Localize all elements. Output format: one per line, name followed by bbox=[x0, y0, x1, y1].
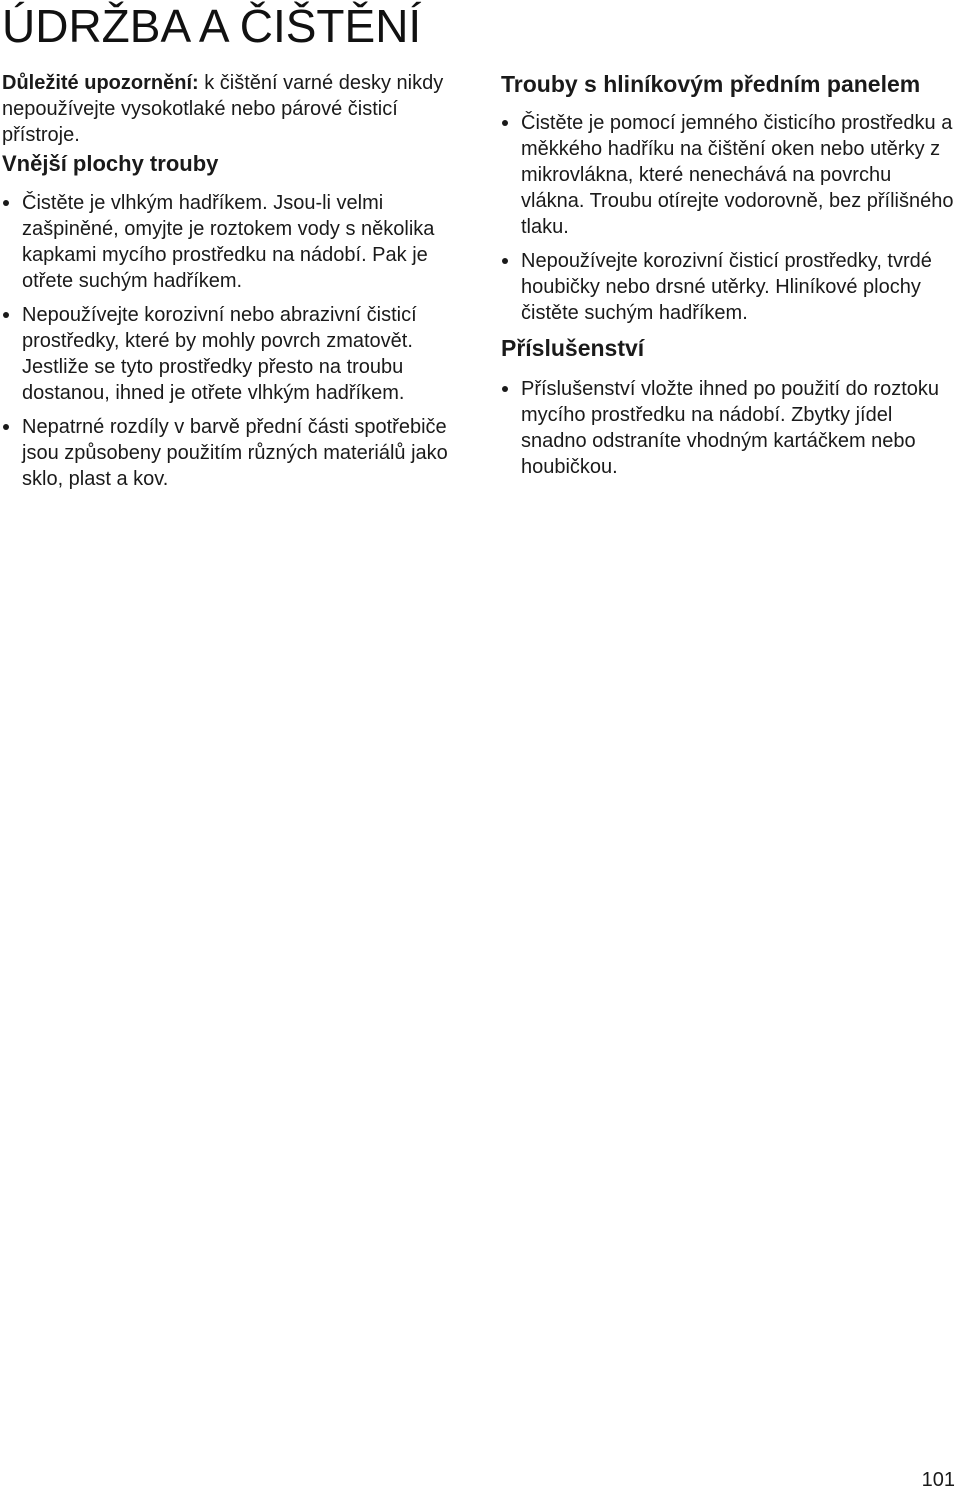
important-notice bbox=[2, 70, 472, 148]
left-column bbox=[2, 70, 472, 500]
right-column bbox=[501, 70, 956, 488]
page-title: ÚDRŽBA A ČIŠTĚNÍ bbox=[2, 0, 422, 52]
page-number: 101 bbox=[921, 1469, 955, 1491]
list-item: Čistěte je vlhkým hadříkem. Jsou-li velmi zašpiněné, omyjte je roztokem vody s několika kapkami mycího prostředku na nádobí. Pak je otřete suchým hadříkem. bbox=[2, 190, 472, 294]
notice-text: k čištění varné desky nikdy nepoužívejte vysokotlaké nebo párové čisticí přístroje. bbox=[2, 72, 444, 146]
section-heading-aluminium-panel: Trouby s hliníkovým předním panelem bbox=[501, 71, 921, 97]
list-item: Čistěte je pomocí jemného čisticího prostředku a měkkého hadříku na čištění oken nebo utěrky z mikrovlákna, které nenechává na povrchu vlákna. Troubu otírejte vodorovně, bez přílišného tlaku. bbox=[501, 110, 956, 240]
list-item: Nepoužívejte korozivní nebo abrazivní čisticí prostředky, které by mohly povrch zmatovět. Jestliže se tyto prostředky přesto na troubu dostanou, ihned je otřete vlhkým hadříkem. bbox=[2, 302, 472, 406]
list-item: Nepoužívejte korozivní čisticí prostředky, tvrdé houbičky nebo drsné utěrky. Hliníkové plochy čistěte suchým hadříkem. bbox=[501, 248, 956, 326]
section-heading-accessories: Příslušenství bbox=[501, 335, 645, 361]
notice-label: Důležité upozornění: bbox=[2, 72, 199, 94]
list-item: Příslušenství vložte ihned po použití do roztoku mycího prostředku na nádobí. Zbytky jídel snadno odstraníte vhodným kartáčkem nebo houbičkou. bbox=[501, 376, 956, 480]
exterior-bullet-list bbox=[2, 190, 472, 492]
aluminium-bullet-list bbox=[501, 110, 956, 326]
accessories-bullet-list bbox=[501, 376, 956, 480]
list-item: Nepatrné rozdíly v barvě přední části spotřebiče jsou způsobeny použitím různých materiálů jako sklo, plast a kov. bbox=[2, 414, 472, 492]
section-heading-exterior: Vnější plochy trouby bbox=[2, 151, 219, 176]
